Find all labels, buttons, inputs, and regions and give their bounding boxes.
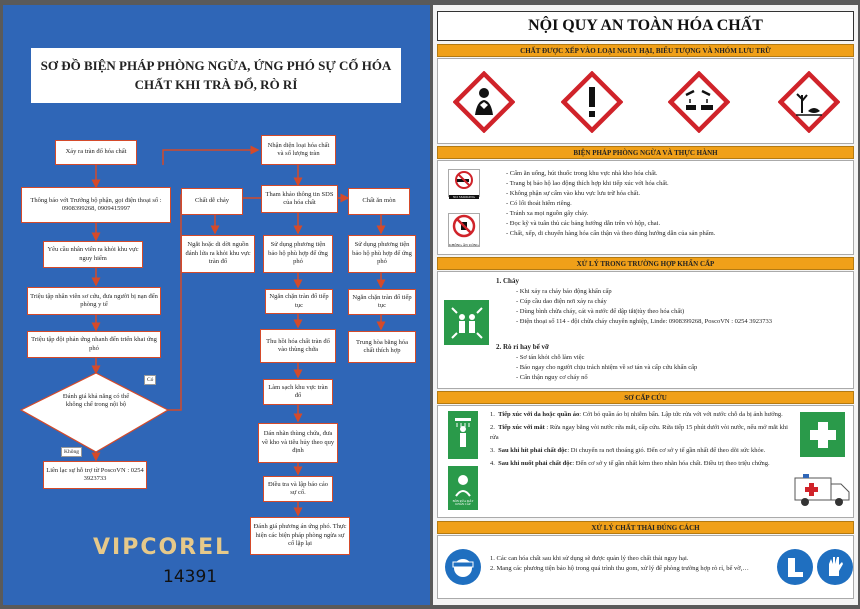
waste-panel xyxy=(437,535,854,599)
item-text: : Đến cơ sở y tế gần nhất kèm theo nhãn hóa chất. Điều trị theo triệu chứng. xyxy=(572,460,770,468)
first-aid-cross-icon xyxy=(807,419,839,451)
evacuation-sign xyxy=(444,300,489,345)
item-number: 2. xyxy=(490,424,495,432)
item-number: 4. xyxy=(490,460,495,468)
step-clean: Làm sạch khu vực tràn đổ xyxy=(263,379,333,405)
no-food-label: KHÔNG ĂN UỐNG xyxy=(449,243,479,247)
list-item: - Khi xảy ra cháy báo động khẩn cấp xyxy=(516,287,856,297)
safety-boots-icon xyxy=(776,548,814,586)
label-no: Không xyxy=(61,447,82,457)
list-item: - Chất, xếp, di chuyển hàng hóa cẩn thận và theo đúng hướng dẫn của sản phẩm. xyxy=(506,229,846,239)
section-hazard-classes: CHẤT ĐƯỢC XẾP VÀO LOẠI NGUY HẠI, BIỂU TƯỢNG VÀ NHÓM LƯU TRỮ xyxy=(437,44,854,57)
assembly-point-icon xyxy=(448,304,486,342)
shower-icon xyxy=(451,415,475,455)
step-ppe: Sử dụng phương tiện bảo hộ phù hợp để ứng phó xyxy=(263,235,333,273)
list-item: - Trang bị bảo hộ lao động thích hợp khi tiếp xúc với hóa chất. xyxy=(506,179,846,189)
item-heading: Sau khi hít phải chất độc xyxy=(498,447,568,455)
list-item xyxy=(490,423,795,443)
list-item: - Đọc kỹ và tuân thủ các bảng hướng dẫn trên vỏ hộp, chai. xyxy=(506,219,846,229)
section-waste: XỬ LÝ CHẤT THẢI ĐÚNG CÁCH xyxy=(437,521,854,534)
step-report: Điều tra và lập báo cáo sự cố. xyxy=(263,476,333,502)
step-evaluate: Đánh giá phương án ứng phó. Thực hiện các biện pháp phòng ngừa sự cố lặp lại xyxy=(250,517,350,555)
list-item: - Dùng bình chữa cháy, cát và nước để dập tắt(tùy theo hóa chất) xyxy=(516,307,856,317)
contact-posco-box: Liên lạc sự hỗ trợ từ PoscoVN : 0254 3923733 xyxy=(43,461,147,489)
no-smoking-sign xyxy=(448,169,480,197)
step-sds: Tham khảo thông tin SDS của hóa chất xyxy=(261,185,338,213)
list-item: - Tránh xa mọi nguồn gây cháy. xyxy=(506,209,846,219)
document-code: 14391 xyxy=(163,567,218,587)
fire-title: 1. Cháy xyxy=(496,277,519,285)
list-item xyxy=(490,446,795,456)
step-response-team: Triệu tập đội phản ứng nhanh đến triển khai ứng phó xyxy=(27,331,161,358)
leak-list xyxy=(516,353,856,383)
no-food-sign xyxy=(448,213,480,247)
step-collect: Thu hồi hóa chất tràn đổ vào thùng chứa xyxy=(260,329,336,363)
no-food-icon xyxy=(449,214,479,238)
corrosive-icon xyxy=(668,71,730,133)
item-number: 1. xyxy=(490,411,495,418)
no-smoking-icon xyxy=(449,170,479,190)
list-item: - Báo ngay cho người chịu trách nhiệm về sơ tán và cấp cứu khẩn cấp xyxy=(516,363,856,373)
emergency-panel xyxy=(437,271,854,389)
list-item: - Cẩn thận nguy cơ cháy nổ xyxy=(516,373,856,383)
list-item: - Cấm ăn uống, hút thuốc trong khu vực nhà kho hóa chất. xyxy=(506,169,846,179)
list-item: - Cúp cầu dao điện nơi xảy ra cháy xyxy=(516,297,856,307)
rules-title: NỘI QUY AN TOÀN HÓA CHẤT xyxy=(437,11,854,41)
list-item: - Sơ tán khỏi chỗ làm việc xyxy=(516,353,856,363)
leak-title: 2. Rò rỉ hay bể vỡ xyxy=(496,343,549,351)
item-heading: Tiếp xúc với da hoặc quần áo xyxy=(498,411,580,418)
step-spill-occurs: Xảy ra tràn đổ hóa chất xyxy=(55,140,137,165)
title-line-2: CHẤT KHI TRÀ ĐỔ, RÒ RỈ xyxy=(134,76,298,92)
first-aid-panel xyxy=(437,405,854,518)
gloves-icon xyxy=(816,548,854,586)
prevention-list xyxy=(506,169,846,239)
eyewash-label: BỒN RỬA MẮT KHẨN CẤP xyxy=(452,498,474,506)
decision-text: Đánh giá khả năng có thể không chế trong nội bộ xyxy=(62,393,130,409)
step-evacuate: Yêu cầu nhân viên ra khỏi khu vực nguy hiểm xyxy=(43,241,143,268)
item-heading: Sau khi nuốt phải chất độc xyxy=(498,460,573,468)
fire-list xyxy=(516,287,856,327)
emergency-shower-sign xyxy=(448,411,478,459)
step-remove-ignition: Ngắt hoặc di dời nguồn đánh lửa ra khỏi khu vực tràn đổ xyxy=(181,235,255,273)
item-text: : Cởi bỏ quần áo bị nhiễm bẩn. Lập tức rửa với với nước chỗ da bị ảnh hưởng. xyxy=(579,411,783,418)
list-item: - Điện thoại số 114 - đội chữa cháy chuyên nghiệp, Linde: 0908399268, PoscoVN : 0254 3923733 xyxy=(516,317,856,327)
step-neutralize: Trung hòa bằng hóa chất thích hợp xyxy=(348,331,416,363)
item-text: : Rửa ngay bằng vòi nước rửa mắt, cấp cứu. Rửa tiếp 15 phút dưới vòi nước, nếu mở mắt khi rửa xyxy=(490,424,788,442)
brand-logo: VIPCOREL xyxy=(93,535,232,560)
ambulance-icon xyxy=(793,468,851,510)
waste-list xyxy=(490,554,780,574)
step-ppe-corrosive: Sử dụng phương tiện bảo hộ phù hợp để ứng phó xyxy=(348,235,416,273)
section-emergency: XỬ LÝ TRONG TRƯỜNG HỢP KHẨN CẤP xyxy=(437,257,854,270)
no-smoking-label: NO SMOKING xyxy=(449,195,479,199)
item-text: : Di chuyển ra nơi thoáng gió. Đến cơ sở y tế gần nhất để theo dõi sức khỏe. xyxy=(567,447,766,455)
section-prevention: BIỆN PHÁP PHÒNG NGỪA VÀ THỰC HÀNH xyxy=(437,146,854,159)
face-shield-icon xyxy=(444,548,482,586)
list-item xyxy=(490,410,795,420)
eyewash-icon xyxy=(451,470,475,500)
environment-icon xyxy=(778,71,840,133)
item-number: 3. xyxy=(490,447,495,455)
list-item: 1. Các can hóa chất sau khi sử dụng sẽ được quản lý theo chất thải nguy hại. xyxy=(490,555,689,562)
ghs-panel xyxy=(437,58,854,144)
label-yes: Có xyxy=(144,375,156,385)
first-aid-cross-sign xyxy=(800,412,845,457)
exclamation-icon xyxy=(561,71,623,133)
title-line-1: SƠ ĐỒ BIỆN PHÁP PHÒNG NGỪA, ỨNG PHÓ SỰ CỐ HÓA xyxy=(40,57,392,73)
step-contain-corrosive: Ngăn chặn tràn đổ tiếp tục xyxy=(348,289,416,315)
step-first-aid-team: Triệu tập nhân viên sơ cứu, đưa người bị nạn đến phòng y tế xyxy=(27,287,161,315)
step-notify-head: Thông báo với Trưởng bộ phận, gọi điện thoại số : 0908399268, 0909415997 xyxy=(21,187,171,223)
list-item: - Không phận sự cấm vào khu vực lưu trữ hóa chất. xyxy=(506,189,846,199)
rules-panel xyxy=(433,5,858,605)
step-contain: Ngăn chặn tràn đổ tiếp tục xyxy=(265,289,333,314)
health-hazard-icon xyxy=(453,71,515,133)
label-corrosive: Chất ăn mòn xyxy=(348,188,410,215)
flowchart-panel xyxy=(3,5,430,605)
step-label-dispose: Dán nhãn thùng chứa, đưa về kho và tiêu hủy theo quy định xyxy=(258,423,338,463)
section-first-aid: SƠ CẤP CỨU xyxy=(437,391,854,404)
list-item: - Có lối thoát hiểm riêng. xyxy=(506,199,846,209)
label-flammable: Chất dễ cháy xyxy=(181,188,243,215)
eyewash-sign xyxy=(448,466,478,510)
step-identify: Nhận diện loại hóa chất và số lượng tràn xyxy=(261,135,336,165)
first-aid-list xyxy=(490,410,795,469)
prevention-panel xyxy=(437,160,854,255)
list-item xyxy=(490,459,795,469)
list-item: 2. Mang các phương tiện bảo hộ trong quá trình thu gom, xử lý để phòng trường hợp rò rỉ, bể vỡ,… xyxy=(490,565,749,573)
item-heading: Tiếp xúc với mắt xyxy=(498,424,545,432)
